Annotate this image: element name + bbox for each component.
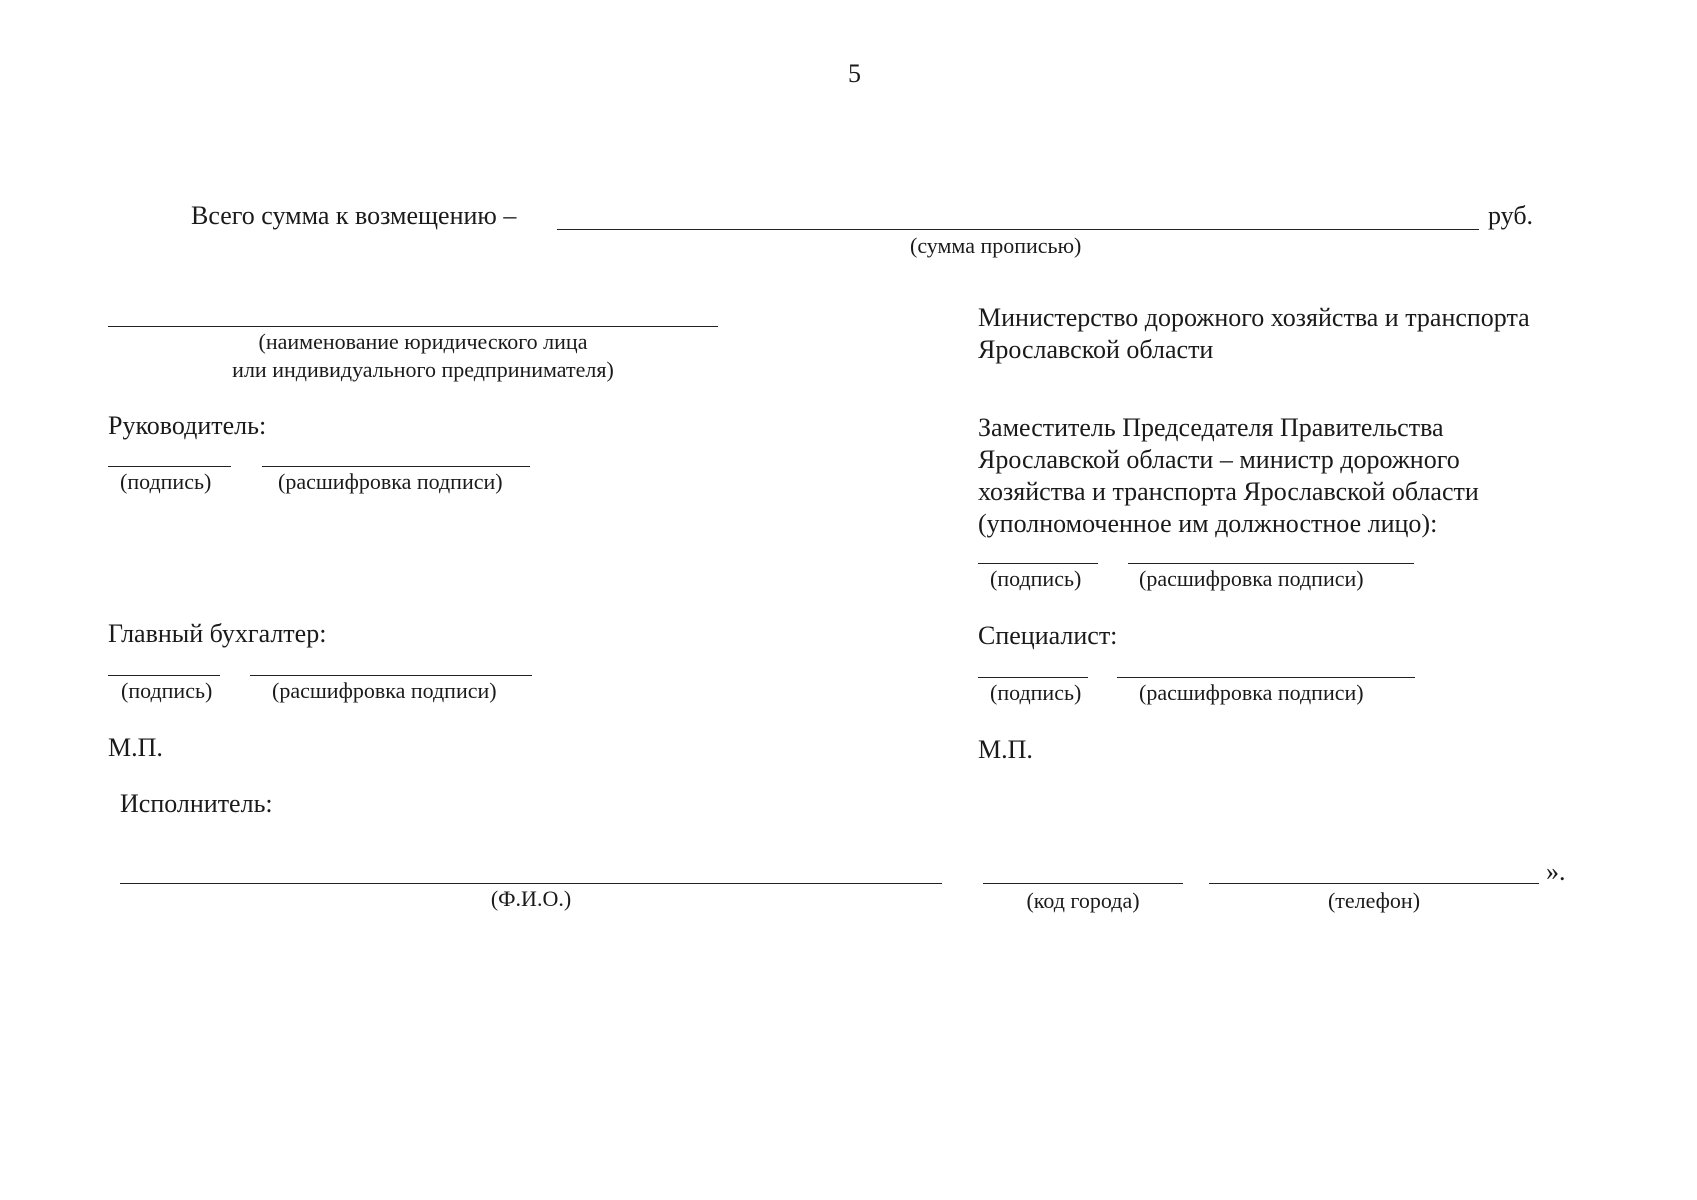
- deputy-title-line2: Ярославской области – министр дорожного: [978, 445, 1460, 474]
- accountant-label: Главный бухгалтер:: [108, 619, 327, 648]
- specialist-decode-caption: (расшифровка подписи): [1139, 680, 1364, 705]
- right-seal-label: М.П.: [978, 735, 1033, 764]
- closing-quote: ».: [1546, 857, 1566, 886]
- city-code-caption: (код города): [1026, 888, 1140, 913]
- specialist-signature-caption: (подпись): [990, 680, 1082, 705]
- currency-label: руб.: [1488, 201, 1534, 230]
- executor-label: Исполнитель:: [120, 789, 273, 818]
- specialist-label: Специалист:: [978, 621, 1118, 650]
- deputy-title-line1: Заместитель Председателя Правительства: [978, 413, 1444, 442]
- specialist-decode-line[interactable]: [1117, 677, 1415, 678]
- head-decode-line[interactable]: [262, 466, 530, 467]
- entity-caption-line2: или индивидуального предпринимателя): [232, 357, 614, 382]
- ministry-name-line2: Ярославской области: [978, 335, 1214, 364]
- accountant-decode-caption: (расшифровка подписи): [272, 678, 497, 703]
- total-sum-caption: (сумма прописью): [910, 233, 1082, 258]
- deputy-title-line3: хозяйства и транспорта Ярославской области: [978, 477, 1479, 506]
- executor-name-line[interactable]: [120, 883, 942, 884]
- entity-caption-line1: (наименование юридического лица: [258, 329, 588, 354]
- specialist-signature-line[interactable]: [978, 677, 1088, 678]
- accountant-signature-line[interactable]: [108, 675, 220, 676]
- phone-caption: (телефон): [1327, 888, 1421, 913]
- deputy-title-line4: (уполномоченное им должностное лицо):: [978, 509, 1438, 538]
- head-signature-caption: (подпись): [120, 469, 212, 494]
- executor-name-caption: (Ф.И.О.): [490, 886, 572, 911]
- ministry-name-line1: Министерство дорожного хозяйства и транспорта: [978, 303, 1530, 332]
- page-number: 5: [848, 59, 861, 88]
- entity-name-field-line[interactable]: [108, 326, 718, 327]
- deputy-decode-caption: (расшифровка подписи): [1139, 566, 1364, 591]
- total-sum-field-line[interactable]: [557, 229, 1479, 230]
- phone-line[interactable]: [1209, 883, 1539, 884]
- head-decode-caption: (расшифровка подписи): [278, 469, 503, 494]
- deputy-signature-caption: (подпись): [990, 566, 1082, 591]
- left-seal-label: М.П.: [108, 733, 163, 762]
- deputy-signature-line[interactable]: [978, 563, 1098, 564]
- head-signature-line[interactable]: [108, 466, 231, 467]
- accountant-decode-line[interactable]: [250, 675, 532, 676]
- city-code-line[interactable]: [983, 883, 1183, 884]
- accountant-signature-caption: (подпись): [121, 678, 213, 703]
- total-sum-label: Всего сумма к возмещению –: [191, 201, 517, 230]
- deputy-decode-line[interactable]: [1128, 563, 1414, 564]
- head-label: Руководитель:: [108, 411, 267, 440]
